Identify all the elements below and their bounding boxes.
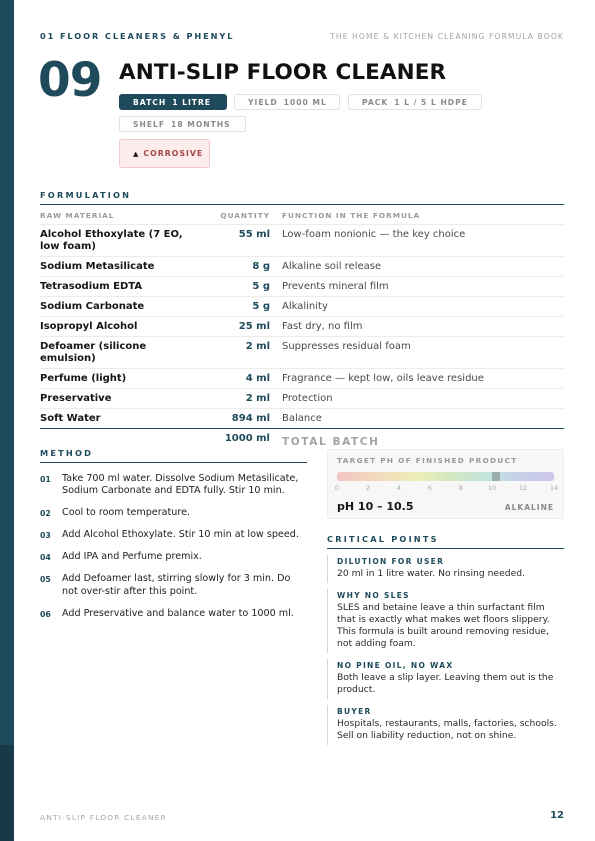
ph-target-marker (492, 472, 500, 481)
hazard-label: CORROSIVE (143, 149, 204, 158)
critical-point (327, 589, 564, 653)
total-label: TOTAL BATCH (282, 435, 380, 448)
step-number: 05 (40, 575, 51, 585)
footer-running-title: ANTI-SLIP FLOOR CLEANER (40, 813, 167, 822)
method-section (40, 448, 307, 630)
ph-tick-label: 2 (365, 484, 371, 492)
formulation-row (40, 368, 564, 388)
yield-chip (234, 94, 340, 110)
material-cell: Perfume (light) (40, 368, 208, 388)
ph-class: ALKALINE (504, 503, 554, 512)
quantity-cell: 2 ml (208, 388, 270, 408)
function-cell: Protection (270, 388, 564, 408)
formulation-row (40, 316, 564, 336)
section-label: 01 FLOOR CLEANERS & PHENYL (40, 31, 235, 41)
method-step (40, 529, 307, 541)
column-header-quantity: QUANTITY (208, 210, 270, 224)
batch-chip-key: BATCH (133, 97, 167, 107)
critical-points-heading: CRITICAL POINTS (327, 534, 564, 549)
pack-chip-key: PACK (362, 97, 389, 107)
step-number: 04 (40, 553, 51, 563)
batch-chip-value: 1 LITRE (172, 97, 211, 107)
formulation-header-row (40, 210, 564, 224)
critical-point-body: Both leave a slip layer. Leaving them out is the product. (337, 671, 554, 695)
ph-caption: TARGET PH OF FINISHED PRODUCT (337, 456, 518, 465)
shelf-chip-value: 18 MONTHS (171, 119, 231, 129)
critical-point-heading: WHY NO SLES (337, 590, 410, 600)
ph-scale-ticks (334, 484, 559, 494)
page-spine (0, 0, 14, 841)
critical-point-heading: NO PINE OIL, NO WAX (337, 660, 454, 670)
warning-triangle-icon: ▲ (133, 149, 140, 158)
quantity-cell: 894 ml (208, 408, 270, 428)
formulation-section (40, 190, 564, 452)
formulation-row (40, 224, 564, 256)
shelf-chip (119, 116, 246, 132)
step-text: Add Defoamer last, stirring slowly for 3 min. Do not over-stir after this point. (62, 573, 291, 597)
recipe-title: ANTI-SLIP FLOOR CLEANER (119, 60, 447, 85)
step-number: 01 (40, 475, 51, 484)
method-step (40, 608, 307, 620)
material-cell: Sodium Metasilicate (40, 256, 208, 276)
method-steps (40, 473, 307, 620)
function-cell: Fragrance — kept low, oils leave residue (270, 368, 564, 388)
method-step (40, 473, 307, 498)
material-cell: Isopropyl Alcohol (40, 316, 208, 336)
step-text: Add Alcohol Ethoxylate. Stir 10 min at low speed. (62, 529, 299, 541)
material-cell: Sodium Carbonate (40, 296, 208, 316)
ph-tick-label: 12 (518, 484, 528, 492)
critical-point (327, 555, 564, 583)
critical-points-list (327, 555, 564, 745)
critical-point-body: 20 ml in 1 litre water. No rinsing needed. (337, 568, 525, 579)
quantity-cell: 5 g (208, 276, 270, 296)
material-cell: Alcohol Ethoxylate (7 EO, low foam) (40, 224, 208, 256)
formulation-row (40, 388, 564, 408)
ph-card (327, 449, 564, 519)
ph-tick-label: 4 (396, 484, 402, 492)
formulation-row (40, 296, 564, 316)
formulation-table (40, 210, 564, 452)
pack-chip-value: 1 L / 5 L HDPE (394, 97, 468, 107)
critical-point (327, 659, 564, 699)
quantity-cell: 2 ml (208, 336, 270, 368)
critical-point (327, 705, 564, 745)
critical-point-heading: BUYER (337, 706, 372, 716)
total-label-cell (270, 428, 564, 452)
quantity-cell: 5 g (208, 296, 270, 316)
step-text: Add IPA and Perfume premix. (62, 551, 202, 563)
critical-points-section (327, 534, 564, 751)
material-cell: Defoamer (silicone emulsion) (40, 336, 208, 368)
ph-tick-label: 0 (334, 484, 340, 492)
quantity-cell: 4 ml (208, 368, 270, 388)
formulation-heading: FORMULATION (40, 190, 564, 205)
ph-tick-label: 10 (487, 484, 497, 492)
ph-scale-bar (337, 472, 554, 481)
step-number: 02 (40, 509, 51, 519)
yield-chip-value: 1000 ML (283, 97, 327, 107)
step-number: 06 (40, 609, 51, 619)
book-title: THE HOME & KITCHEN CLEANING FORMULA BOOK (330, 31, 564, 41)
method-step (40, 573, 307, 598)
formulation-row (40, 408, 564, 428)
method-step (40, 507, 307, 519)
step-text: Cool to room temperature. (62, 507, 191, 519)
step-text: Add Preservative and balance water to 1000 ml. (62, 607, 294, 619)
critical-point-heading: DILUTION FOR USER (337, 557, 445, 566)
quantity-cell: 55 ml (208, 224, 270, 256)
yield-chip-key: YIELD (248, 97, 278, 107)
function-cell: Suppresses residual foam (270, 336, 564, 368)
quantity-cell: 8 g (208, 256, 270, 276)
critical-point-body: SLES and betaine leave a thin surfactant film that is exactly what makes wet floors slippery. This formula is built around removing residue, not adding foam. (337, 601, 550, 649)
function-cell: Alkaline soil release (270, 256, 564, 276)
formulation-row (40, 276, 564, 296)
page-number: 12 (550, 810, 564, 821)
material-cell: Soft Water (40, 408, 208, 428)
method-heading: METHOD (40, 448, 307, 463)
ph-range: pH 10 – 10.5 (337, 500, 414, 513)
page-spine-bottom (0, 745, 14, 841)
function-cell: Low-foam nonionic — the key choice (270, 224, 564, 256)
quantity-cell: 25 ml (208, 316, 270, 336)
ph-tick-label: 6 (427, 484, 433, 492)
material-cell: Preservative (40, 388, 208, 408)
pack-chip (348, 94, 482, 110)
function-cell: Fast dry, no film (270, 316, 564, 336)
ph-tick-label: 14 (549, 484, 559, 492)
function-cell: Alkalinity (270, 296, 564, 316)
material-cell: Tetrasodium EDTA (40, 276, 208, 296)
shelf-chip-key: SHELF (133, 119, 166, 129)
ph-tick-label: 8 (458, 484, 464, 492)
running-head (40, 31, 564, 41)
function-cell: Balance (270, 408, 564, 428)
formulation-row (40, 336, 564, 368)
hazard-badge (119, 139, 210, 168)
formulation-row (40, 256, 564, 276)
column-header-material: RAW MATERIAL (40, 210, 208, 224)
column-header-function: FUNCTION IN THE FORMULA (270, 210, 564, 224)
critical-point-body: Hospitals, restaurants, malls, factories, schools. Sell on liability reduction, not on shine. (337, 717, 557, 741)
method-step (40, 551, 307, 563)
recipe-number: 09 (38, 53, 102, 108)
batch-chip (119, 94, 227, 110)
step-text: Take 700 ml water. Dissolve Sodium Metasilicate, Sodium Carbonate and EDTA fully. Stir 10 min. (62, 473, 299, 497)
step-number: 03 (40, 531, 51, 541)
total-quantity: 1000 ml (224, 432, 270, 444)
function-cell: Prevents mineral film (270, 276, 564, 296)
